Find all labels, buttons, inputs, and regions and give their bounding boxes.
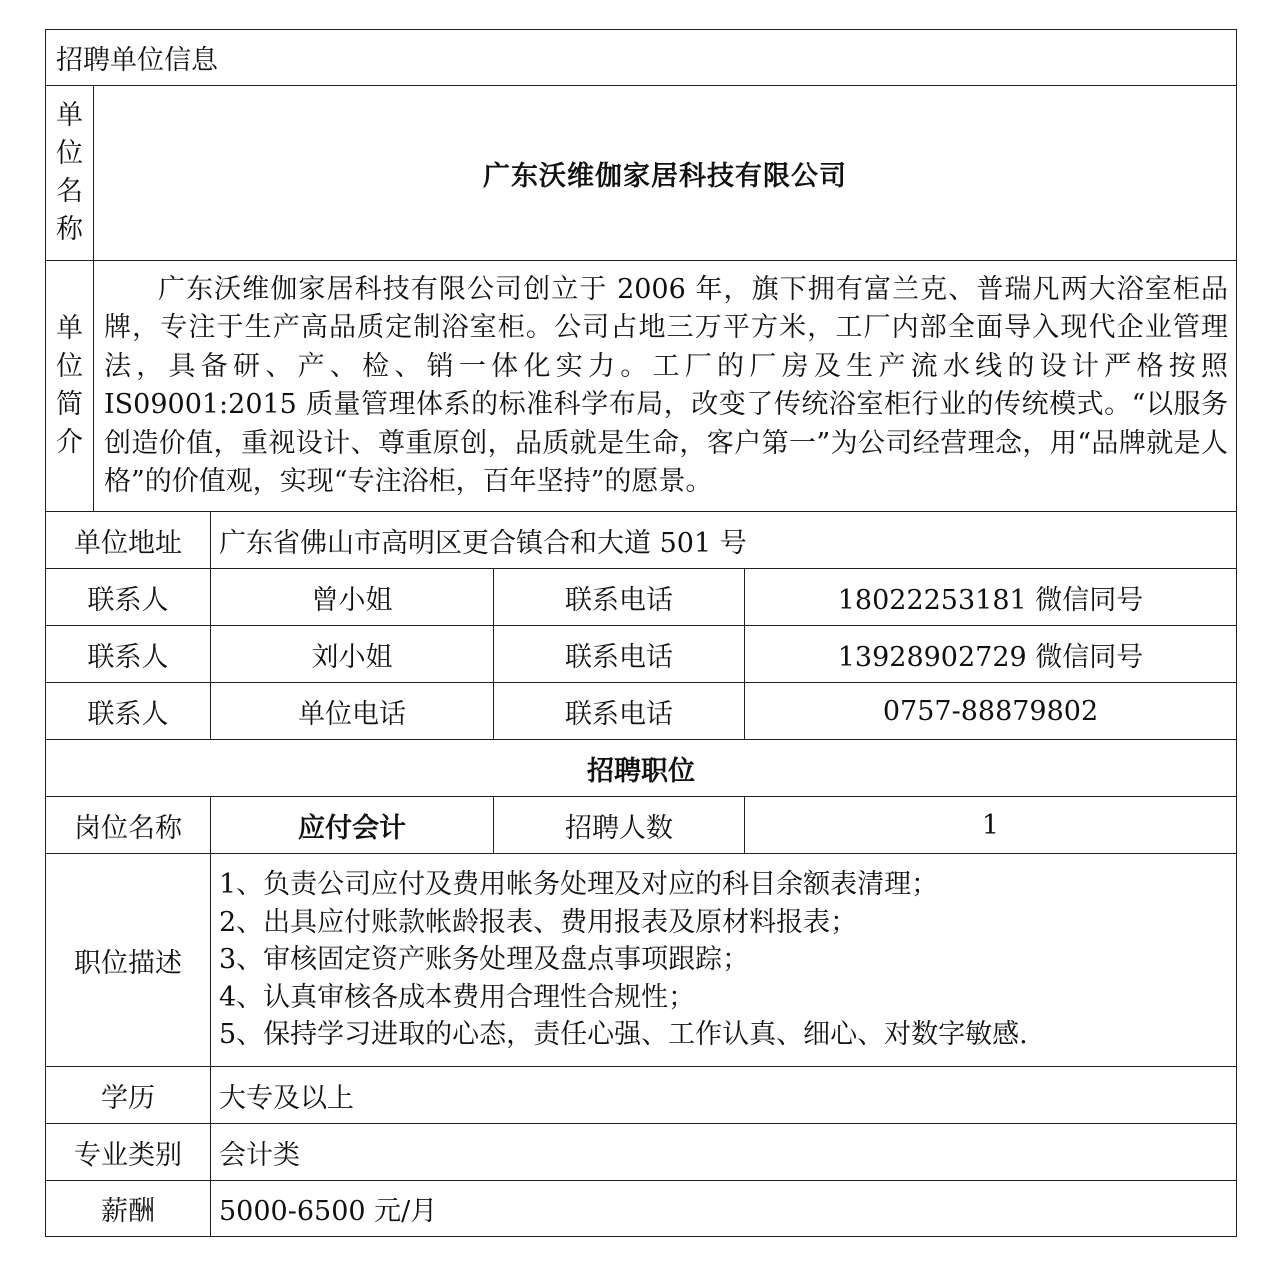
desc-line: 1、负责公司应付及费用帐务处理及对应的科目余额表清理； (219, 869, 939, 901)
position-title-label: 岗位名称 (46, 797, 211, 854)
address-value: 广东省佛山市高明区更合镇合和大道 501 号 (211, 512, 1237, 569)
desc-line: 5、保持学习进取的心态，责任心强、工作认真、细心、对数字敏感. (219, 1019, 1028, 1051)
company-intro-label: 单 位 简 介 (46, 261, 94, 512)
company-name: 广东沃维伽家居科技有限公司 (94, 86, 1237, 261)
address-label: 单位地址 (46, 512, 211, 569)
contact-phone-label: 联系电话 (494, 626, 745, 683)
desc-line: 4、认真审核各成本费用合理性合规性； (219, 981, 696, 1013)
desc-line: 3、审核固定资产账务处理及盘点事项跟踪； (219, 944, 750, 976)
major-label: 专业类别 (46, 1124, 211, 1181)
contact-phone: 13928902729 微信同号 (745, 626, 1237, 683)
position-desc-label: 职位描述 (46, 854, 211, 1067)
salary-label: 薪酬 (46, 1181, 211, 1237)
contact-phone-label: 联系电话 (494, 569, 745, 626)
contact-row (46, 626, 1237, 683)
contact-phone: 18022253181 微信同号 (745, 569, 1237, 626)
position-desc (211, 854, 1237, 1067)
table-header-title: 招聘单位信息 (46, 30, 1237, 86)
recruitment-table (45, 29, 1237, 1237)
company-intro: 广东沃维伽家居科技有限公司创立于 2006 年，旗下拥有富兰克、普瑞凡两大浴室柜品牌，专注于生产高品质定制浴室柜。公司占地三万平方米，工厂内部全面导入现代企业管理法，具备研、产、检、销一体化实力。工厂的厂房及生产流水线的设计严格按照 IS09001:2015 质量管理体系的标准科学布局，改变了传统浴室柜行业的传统模式。“以服务创造价值，重视设计、尊重原创，品质就是生命，客户第一”为公司经营理念，用“品牌就是人格”的价值观，实现“专注浴柜，百年坚持”的愿景。 (94, 261, 1237, 512)
contact-label: 联系人 (46, 683, 211, 740)
company-name-label: 单 位 名 称 (46, 86, 94, 261)
education-value: 大专及以上 (211, 1067, 1237, 1124)
contact-name: 单位电话 (211, 683, 494, 740)
salary-value: 5000-6500 元/月 (211, 1181, 1237, 1237)
desc-line: 2、出具应付账款帐龄报表、费用报表及原材料报表； (219, 906, 858, 938)
contact-label: 联系人 (46, 569, 211, 626)
position-title: 应付会计 (211, 797, 494, 854)
position-count-label: 招聘人数 (494, 797, 745, 854)
contact-name: 曾小姐 (211, 569, 494, 626)
contact-label: 联系人 (46, 626, 211, 683)
contact-row (46, 569, 1237, 626)
education-label: 学历 (46, 1067, 211, 1124)
contact-phone-label: 联系电话 (494, 683, 745, 740)
contact-phone: 0757-88879802 (745, 683, 1237, 740)
contact-row (46, 683, 1237, 740)
position-count: 1 (745, 797, 1237, 854)
contact-name: 刘小姐 (211, 626, 494, 683)
major-value: 会计类 (211, 1124, 1237, 1181)
positions-section-title: 招聘职位 (46, 740, 1237, 797)
